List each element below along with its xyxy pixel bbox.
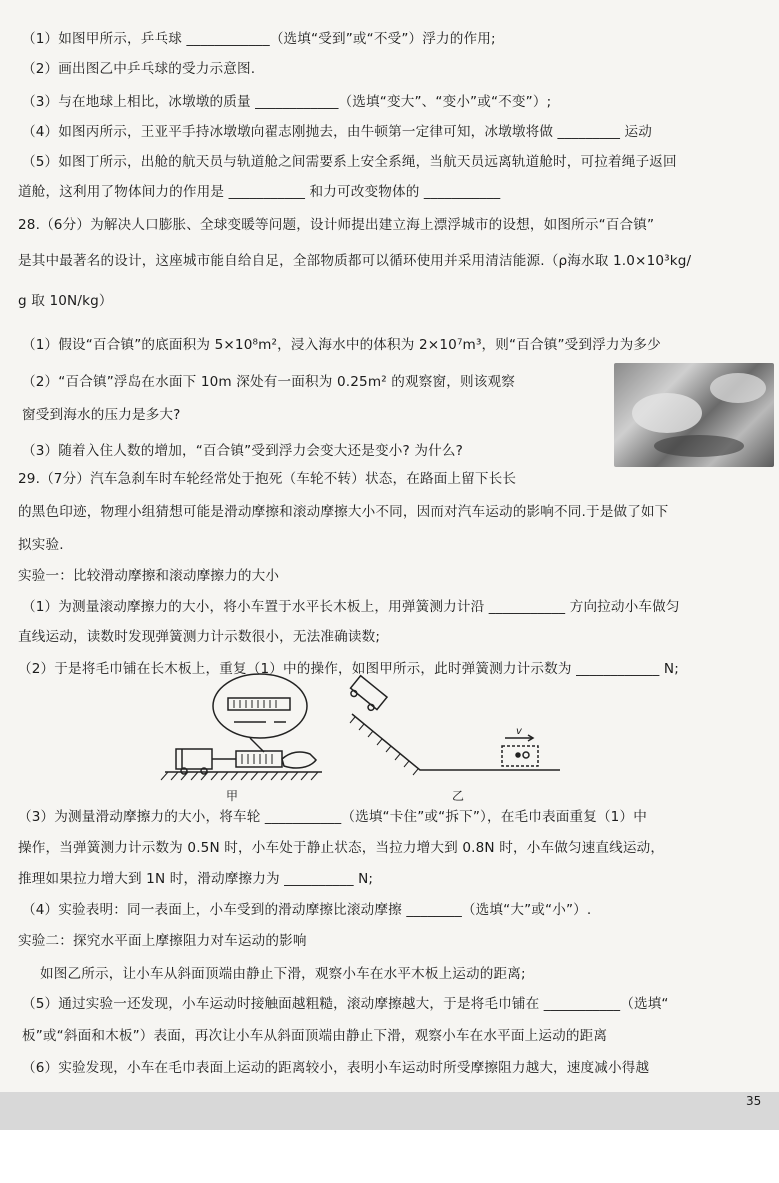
experiment-1-heading: 实验一：比较滑动摩擦和滚动摩擦力的大小 [18, 568, 280, 584]
question-29-title: 29.（7分）汽车急刹车时车轮经常处于抱死（车轮不转）状态，在路面上留下长长 [18, 471, 517, 487]
text-line: （5）通过实验一还发现，小车运动时接触面越粗糙，滚动摩擦越大，于是将毛巾铺在 ___________（选填“ [22, 996, 669, 1012]
text-line: （3）随着入住人数的增加，“百合镇”受到浮力会变大还是变小? 为什么? [22, 443, 463, 459]
text-line: （4）如图丙所示，王亚平手持冰墩墩向翟志刚抛去，由牛顿第一定律可知，冰墩墩将做 _________ 运动 [22, 124, 653, 140]
text-line: 直线运动，读数时发现弹簧测力计示数很小，无法准确读数; [18, 629, 381, 645]
text-line: 是其中最著名的设计，这座城市能自给自足，全部物质都可以循环使用并采用清洁能源.（ρ海水取 1.0×10³kg/ [18, 253, 692, 269]
text-line: （3）与在地球上相比，冰墩墩的质量 ____________（选填“变大”、“变小”或“不变”）; [22, 94, 552, 110]
text-line: （3）为测量滑动摩擦力的大小，将车轮 ___________（选填“卡住”或“拆下”），在毛巾表面重复（1）中 [18, 809, 647, 825]
text-line: 窗受到海水的压力是多大? [22, 407, 181, 423]
text-line: 推理如果拉力增大到 1N 时，滑动摩擦力为 __________ N; [18, 871, 374, 887]
text-line: （2）于是将毛巾铺在长木板上，重复（1）中的操作，如图甲所示，此时弹簧测力计示数为 ____________ N; [18, 661, 679, 677]
question-28-title: 28.（6分）为解决人口膨胀、全球变暖等问题，设计师提出建立海上漂浮城市的设想，如图所示“百合镇” [18, 217, 655, 233]
text-line: 的黑色印迹，物理小组猜想可能是滑动摩擦和滚动摩擦大小不同，因而对汽车运动的影响不同.于是做了如下 [18, 504, 669, 520]
text-line: （4）实验表明：同一表面上，小车受到的滑动摩擦比滚动摩擦 ________（选填“大”或“小”）. [22, 902, 592, 918]
experiment-2-heading: 实验二：探究水平面上摩擦阻力对车运动的影响 [18, 933, 307, 949]
text-line: （1）假设“百合镇”的底面积为 5×10⁸m²，浸入海水中的体积为 2×10⁷m³，则“百合镇”受到浮力为多少 [22, 337, 661, 353]
bottom-band [0, 1092, 779, 1130]
text-line: 如图乙所示，让小车从斜面顶端由静止下滑，观察小车在水平木板上运动的距离; [40, 966, 526, 982]
text-line: （6）实验发现，小车在毛巾表面上运动的距离较小，表明小车运动时所受摩擦阻力越大，速度减小得越 [22, 1060, 650, 1076]
floating-city-photo [614, 363, 774, 467]
text-line: （1）如图甲所示，乒乓球 ____________（选填“受到”或“不受”）浮力的作用; [22, 31, 496, 47]
figure-label-yi: 乙 [452, 789, 465, 803]
text-line: （1）为测量滚动摩擦力的大小，将小车置于水平长木板上，用弹簧测力计沿 ___________ 方向拉动小车做匀 [22, 599, 680, 615]
text-line: （5）如图丁所示，出舱的航天员与轨道舱之间需要系上安全系绳，当航天员远离轨道舱时，可拉着绳子返回 [22, 154, 677, 170]
velocity-label: v [516, 726, 522, 737]
text-line: 道舱，这利用了物体间力的作用是 ___________ 和力可改变物体的 ___________ [18, 184, 501, 200]
text-line: 拟实验. [18, 537, 64, 553]
text-line: 板”或“斜面和木板”）表面，再次让小车从斜面顶端由静止下滑，观察小车在水平面上运动的距离 [22, 1028, 608, 1044]
figure-jia [161, 674, 322, 780]
figure-yi [347, 676, 560, 775]
text-line: 操作，当弹簧测力计示数为 0.5N 时，小车处于静止状态，当拉力增大到 0.8N 时，小车做匀速直线运动， [18, 840, 665, 856]
text-line: （2）画出图乙中乒乓球的受力示意图. [22, 61, 256, 77]
text-line: g 取 10N/kg） [18, 293, 113, 309]
figure-label-jia: 甲 [226, 789, 239, 803]
text-line: （2）“百合镇”浮岛在水面下 10m 深处有一面积为 0.25m² 的观察窗，则该观察 [22, 374, 515, 390]
page-number: 35 [746, 1094, 762, 1108]
